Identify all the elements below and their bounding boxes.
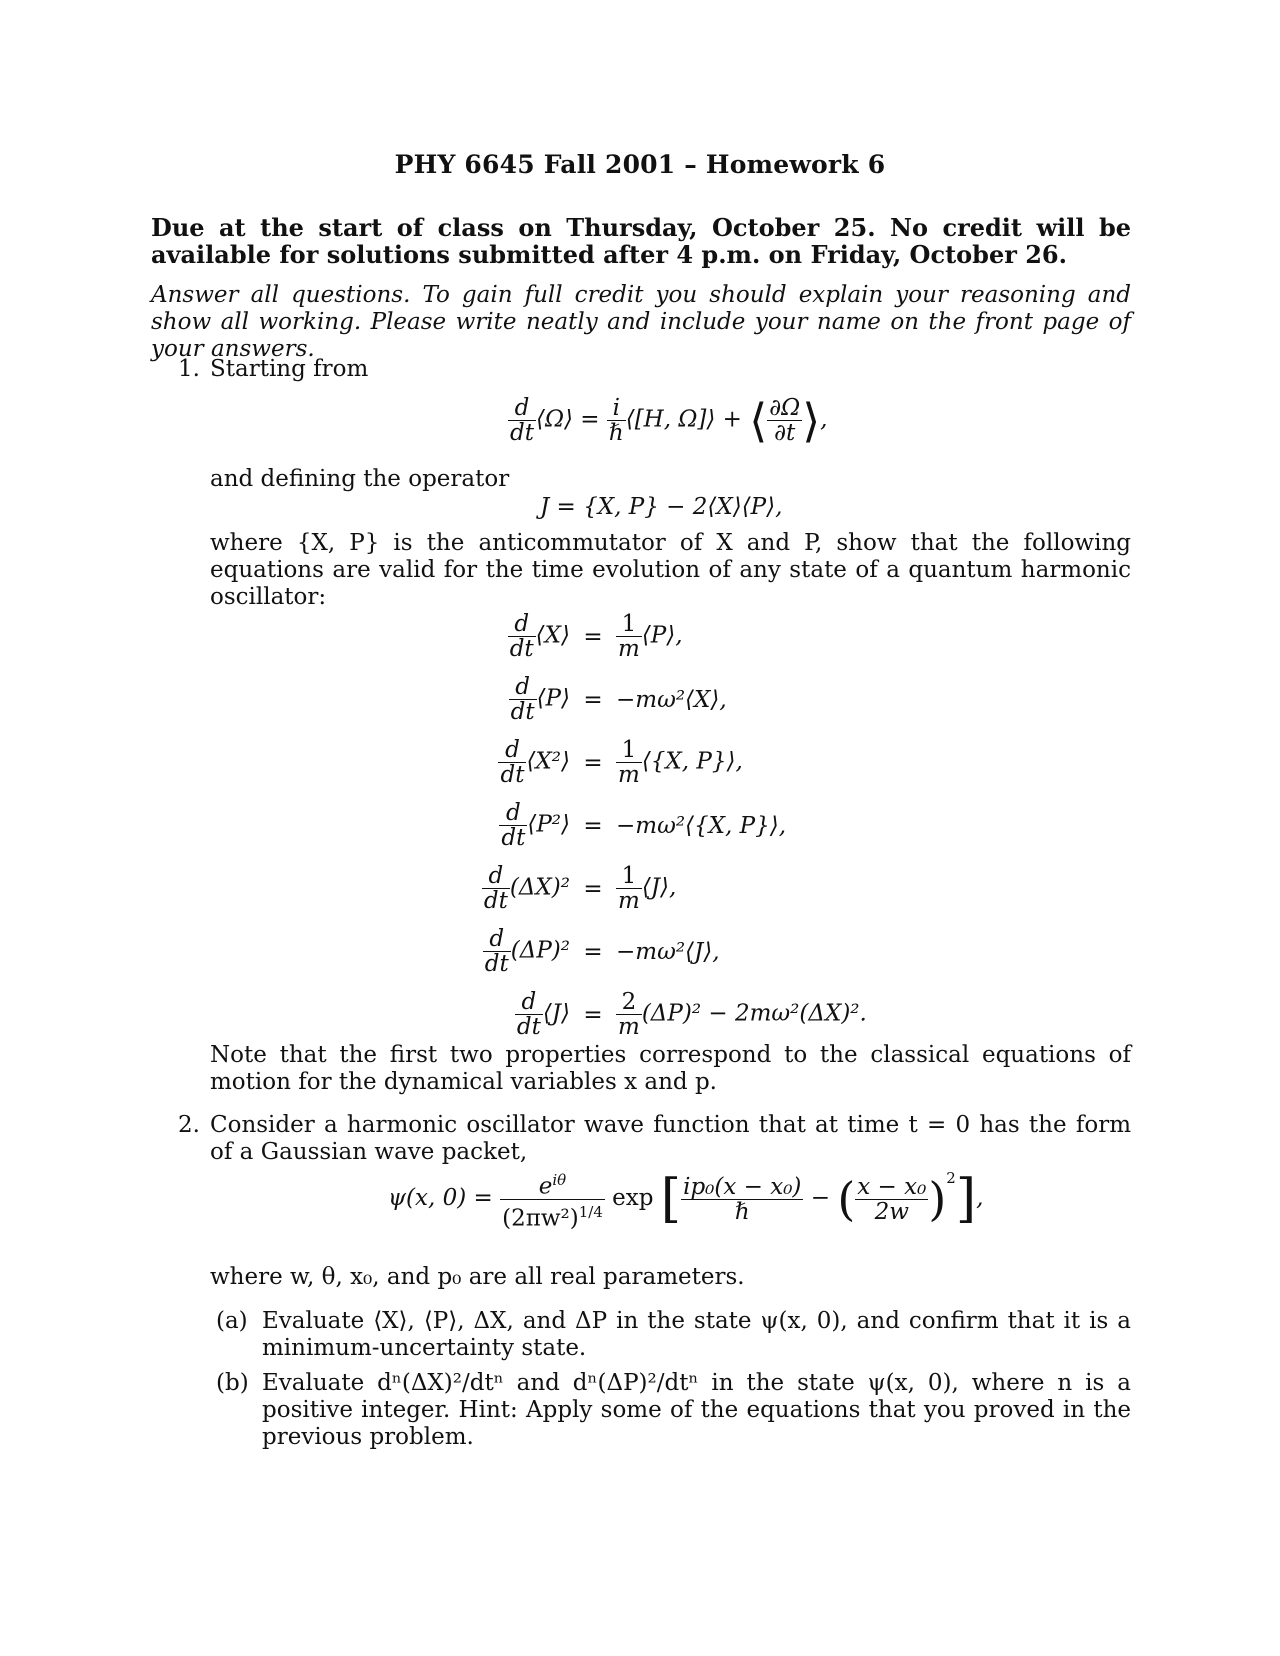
part-a-label: (a) xyxy=(216,1308,248,1334)
eq7-rhs: $\frac{2}{m}$ (ΔP)² − 2mω²(ΔX)². xyxy=(618,989,867,1040)
problem-2-intro: Consider a harmonic oscillator wave function that at time t = 0 has the form of a Gaussian wave packet, xyxy=(210,1112,1131,1165)
instructions: Answer all questions. To gain full credit you should explain your reasoning and show all working. Please write neatly and include your name on the front page of your answers. xyxy=(151,282,1131,362)
eq2-rhs: −mω²⟨X⟩, xyxy=(616,686,727,713)
problem-1-note: Note that the first two properties correspond to the classical equations of motion for the dynamical variables x and p. xyxy=(210,1042,1131,1095)
psi-lhs: ψ(x, 0) = xyxy=(388,1185,493,1212)
equation-array xyxy=(440,612,940,1039)
J-definition: J = {X, P} − 2⟨X⟩⟨P⟩, xyxy=(540,494,783,520)
eq4-rel: = xyxy=(583,812,603,839)
psi-den: $(2\pi w^2)^{1/4}$ xyxy=(500,1199,605,1231)
eq6-rel: = xyxy=(583,938,603,965)
ehr-dt: dt xyxy=(510,420,534,446)
psi-t2-num: x − x₀ xyxy=(857,1173,927,1200)
page-title: PHY 6645 Fall 2001 – Homework 6 xyxy=(394,150,886,179)
psi-exp: exp xyxy=(612,1185,654,1212)
eq5-lhs: $\frac{d}{dt}$ (ΔX)² xyxy=(483,863,570,914)
eq3-rhs: $\frac{1}{m}$ ⟨{X, P}⟩, xyxy=(618,737,743,788)
eq1-rhs: $\frac{1}{m}$ ⟨P⟩, xyxy=(618,611,683,662)
eq2-lhs: $\frac{d}{dt}$ ⟨P⟩ xyxy=(510,674,570,725)
ehr-trail: , xyxy=(820,406,828,433)
eq1-rel: = xyxy=(583,623,603,650)
eq5-rel: = xyxy=(583,875,603,902)
psi-trail: , xyxy=(976,1185,984,1212)
gaussian-equation: ψ(x, 0) = $\frac{e^{i\theta}}{(2\pi w^2)^{1/4}}$ exp [ $\frac{\text{ip₀(x − x₀)}}{\text{ℏ}}$ − ( $\frac{\text{x − x₀}}{2w}$ )$^2$], xyxy=(388,1169,984,1232)
eq5-rhs: $\frac{1}{m}$ ⟨J⟩, xyxy=(618,863,677,914)
part-b-label: (b) xyxy=(216,1370,249,1396)
psi-t1-num: ip₀(x − x₀) xyxy=(683,1173,802,1200)
ehr-commutator: ⟨[H, Ω]⟩ + xyxy=(625,406,742,433)
eq3-lhs: $\frac{d}{dt}$ ⟨X²⟩ xyxy=(500,737,570,788)
psi-square: 2 xyxy=(946,1169,956,1188)
eq6-rhs: −mω²⟨J⟩, xyxy=(616,938,720,965)
ehr-d: d xyxy=(514,395,530,421)
part-a-text: Evaluate ⟨X⟩, ⟨P⟩, ΔX, and ΔP in the state ψ(x, 0), and confirm that it is a minimum-uncertainty state. xyxy=(262,1308,1131,1361)
due-notice: Due at the start of class on Thursday, October 25. No credit will be available for solutions submitted after 4 p.m. on Friday, October 26. xyxy=(151,213,1131,269)
psi-t1-den: ℏ xyxy=(681,1199,803,1224)
eq4-lhs: $\frac{d}{dt}$ ⟨P²⟩ xyxy=(501,800,570,851)
eq6-lhs: $\frac{d}{dt}$ (ΔP)² xyxy=(484,926,570,977)
ehr-hbar: ℏ xyxy=(608,420,624,446)
eq3-rel: = xyxy=(583,749,603,776)
psi-t2-den: 2w xyxy=(855,1199,928,1224)
where-text: where {X, P} is the anticommutator of X and P, show that the following equations are valid for the time evolution of any state of a quantum harmonic oscillator: xyxy=(210,530,1131,610)
eq7-lhs: $\frac{d}{dt}$ ⟨J⟩ xyxy=(516,989,570,1040)
params-text: where w, θ, x₀, and p₀ are all real parameters. xyxy=(210,1264,745,1290)
eq1-lhs: $\frac{d}{dt}$ ⟨X⟩ xyxy=(509,611,570,662)
eq2-rel: = xyxy=(583,686,603,713)
ehr-i: i xyxy=(612,395,620,421)
defining-text: and defining the operator xyxy=(210,466,510,492)
ehr-omega: ⟨Ω⟩ xyxy=(535,406,573,433)
ehr-dOmega: ∂Ω xyxy=(769,395,801,421)
ehrenfest-equation: $\frac{d}{dt}$ ⟨Ω⟩ = $\frac{i}{\text{ℏ}}$ ⟨[H, Ω]⟩ + ⟨ $\frac{\partial\Omega}{\partial t}$ ⟩, xyxy=(510,393,828,448)
psi-minus: − xyxy=(810,1185,830,1212)
eq7-rel: = xyxy=(583,1001,603,1028)
problem-1-number: 1. xyxy=(178,356,200,382)
problem-2-number: 2. xyxy=(178,1112,200,1138)
problem-1-intro: Starting from xyxy=(210,356,369,382)
ehr-eq: = xyxy=(580,406,600,433)
eq4-rhs: −mω²⟨{X, P}⟩, xyxy=(616,812,787,839)
ehr-partial-t: ∂t xyxy=(767,420,802,445)
psi-num: $e^{i\theta}$ xyxy=(538,1171,567,1200)
part-b-text: Evaluate dⁿ(ΔX)²/dtⁿ and dⁿ(ΔP)²/dtⁿ in the state ψ(x, 0), where n is a positive integer. Hint: Apply some of the equations that you proved in the previous problem. xyxy=(262,1370,1131,1450)
